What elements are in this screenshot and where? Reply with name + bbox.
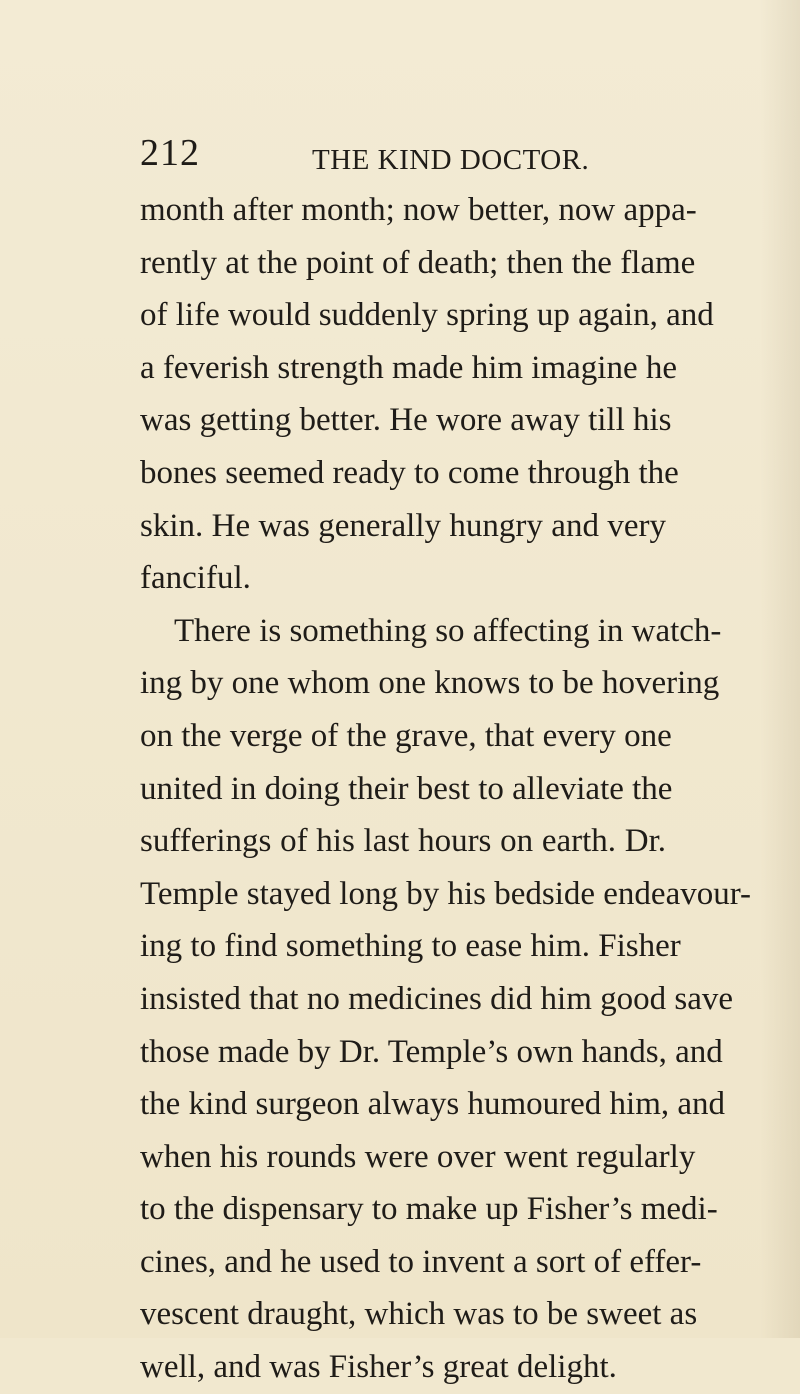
text-line: cines, and he used to invent a sort of effer- [140, 1243, 702, 1280]
text-line: Temple stayed long by his bedside endeavour- [140, 875, 752, 912]
running-title: THE KIND DOCTOR. [312, 144, 590, 176]
text-line: those made by Dr. Temple’s own hands, and [140, 1033, 723, 1070]
text-line: the kind surgeon always humoured him, and [140, 1086, 726, 1123]
text-line: ing by one whom one knows to be hovering [140, 665, 720, 702]
text-line: bones seemed ready to come through the [140, 454, 679, 491]
body-text [140, 184, 752, 1394]
text-line: united in doing their best to alleviate the [140, 770, 673, 807]
text-line: skin. He was generally hungry and very [140, 507, 666, 544]
text-line: ing to find something to ease him. Fisher [140, 928, 681, 965]
text-line: insisted that no medicines did him good save [140, 980, 734, 1017]
text-line: on the verge of the grave, that every one [140, 717, 672, 754]
text-line: vescent draught, which was to be sweet as [140, 1296, 698, 1333]
text-line: well, and was Fisher’s great delight. [140, 1349, 617, 1386]
text-line: month after month; now better, now appa- [140, 192, 697, 228]
text-line: fanciful. [140, 560, 251, 597]
text-line: was getting better. He wore away till his [140, 402, 672, 439]
page-number: 212 [140, 132, 200, 174]
text-line: of life would suddenly spring up again, and [140, 297, 714, 334]
text-line: when his rounds were over went regularly [140, 1138, 696, 1175]
text-line: a feverish strength made him imagine he [140, 349, 677, 386]
text-line: rently at the point of death; then the flame [140, 244, 696, 281]
paragraph-start-line: There is something so affecting in watch- [174, 612, 722, 649]
text-line: sufferings of his last hours on earth. Dr. [140, 823, 666, 860]
text-line: to the dispensary to make up Fisher’s medi- [140, 1191, 718, 1228]
